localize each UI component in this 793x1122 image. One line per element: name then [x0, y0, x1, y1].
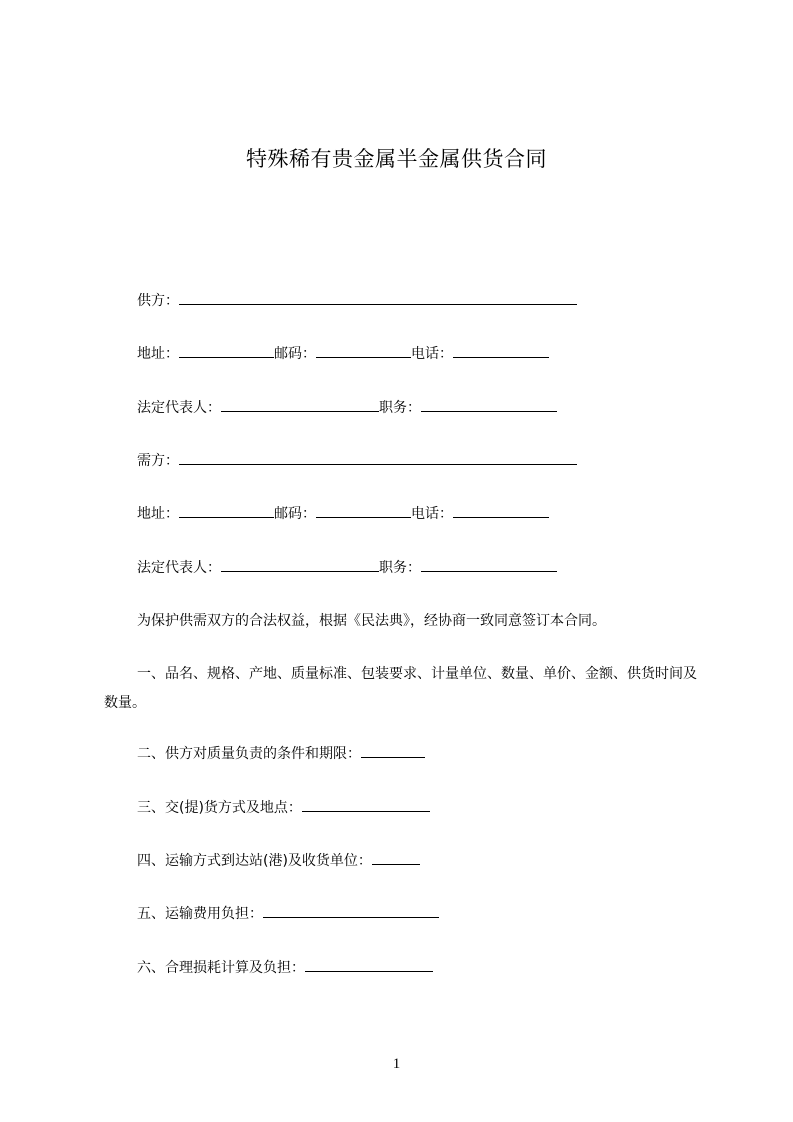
supplier-rep-field[interactable]	[221, 398, 379, 412]
postcode-label: 邮码：	[274, 506, 316, 522]
supplier-position-field[interactable]	[421, 398, 557, 412]
clause-5-text: 五、运输费用负担：	[137, 906, 263, 922]
supplier-postcode-field[interactable]	[316, 344, 411, 358]
buyer-rep-field[interactable]	[221, 558, 379, 572]
supplier-rep-line	[137, 398, 557, 418]
clause-3-text: 三、交(提)货方式及地点：	[137, 800, 302, 816]
buyer-postcode-field[interactable]	[316, 504, 411, 518]
clause-4-line	[137, 851, 420, 871]
buyer-position-field[interactable]	[421, 558, 557, 572]
intro-paragraph: 为保护供需双方的合法权益，根据《民法典》，经协商一致同意签订本合同。	[137, 613, 606, 629]
buyer-address-field[interactable]	[179, 504, 274, 518]
clause-2-line	[137, 744, 425, 764]
clause-4-text: 四、运输方式到达站(港)及收货单位：	[137, 853, 372, 869]
position-label: 职务：	[379, 400, 421, 416]
supplier-phone-field[interactable]	[453, 344, 549, 358]
clause-3-line	[137, 798, 430, 818]
supplier-label: 供方：	[137, 293, 179, 309]
supplier-address-field[interactable]	[179, 344, 274, 358]
address-label: 地址：	[137, 506, 179, 522]
phone-label: 电话：	[411, 506, 453, 522]
buyer-rep-line	[137, 558, 557, 578]
clause-5-line	[137, 904, 439, 924]
clause-2-field[interactable]	[361, 744, 425, 758]
address-label: 地址：	[137, 346, 179, 362]
clause-5-field[interactable]	[263, 904, 439, 918]
buyer-address-line	[137, 504, 549, 524]
buyer-line	[137, 451, 577, 471]
supplier-line	[137, 291, 577, 311]
clause-4-field[interactable]	[372, 851, 420, 865]
phone-label: 电话：	[411, 346, 453, 362]
postcode-label: 邮码：	[274, 346, 316, 362]
buyer-label: 需方：	[137, 453, 179, 469]
supplier-name-field[interactable]	[179, 291, 577, 305]
clause-2-text: 二、供方对质量负责的条件和期限：	[137, 746, 361, 762]
clause-6-field[interactable]	[305, 958, 433, 972]
clause-6-line	[137, 958, 433, 978]
rep-label: 法定代表人：	[137, 400, 221, 416]
supplier-address-line	[137, 344, 549, 364]
rep-label: 法定代表人：	[137, 560, 221, 576]
clause-3-field[interactable]	[302, 798, 430, 812]
buyer-phone-field[interactable]	[453, 504, 549, 518]
position-label: 职务：	[379, 560, 421, 576]
page-number: 1	[392, 1056, 401, 1072]
contract-title: 特殊稀有贵金属半金属供货合同	[246, 147, 547, 171]
buyer-name-field[interactable]	[179, 451, 577, 465]
clause-6-text: 六、合理损耗计算及负担：	[137, 960, 305, 976]
clause-1: 一、品名、规格、产地、质量标准、包装要求、计量单位、数量、单价、金额、供货时间及数量。	[104, 666, 697, 711]
